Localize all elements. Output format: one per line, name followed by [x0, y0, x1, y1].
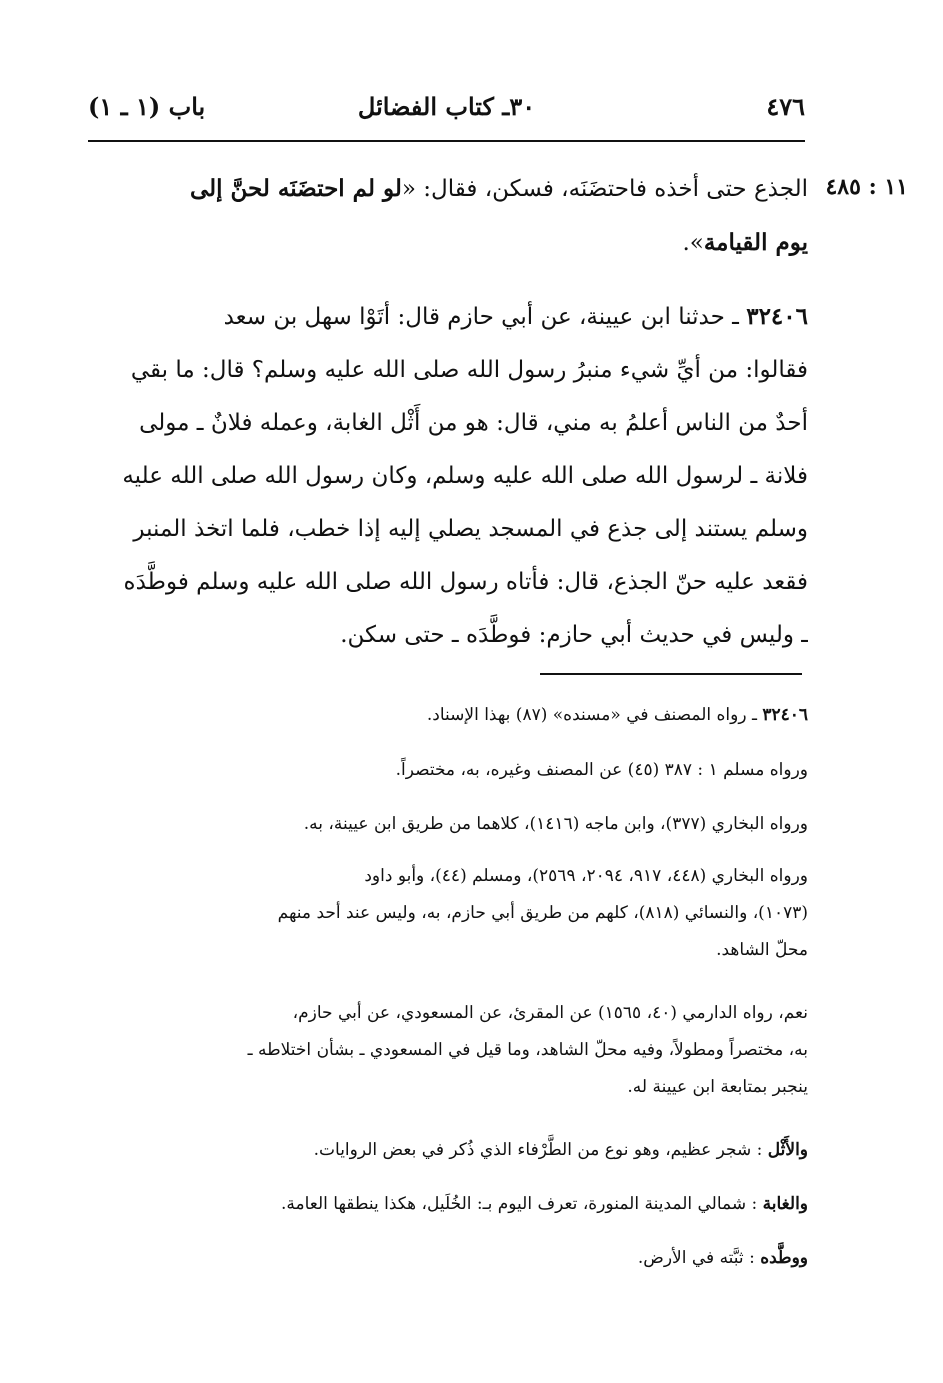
hadith-line: ـ وليس في حديث أبي حازم: فوطَّدَه ـ حتى سكن.: [340, 622, 808, 648]
hadith-number: ٣٢٤٠٦: [746, 303, 808, 330]
gloss-term: ووطَّده: [760, 1248, 808, 1268]
gloss-term: والغابة: [762, 1194, 808, 1214]
gloss-athl: والأَثْل : شجر عظيم، وهو نوع من الطَّرْفاء الذي ذُكر في بعض الروايات.: [313, 1140, 808, 1160]
chapter-label: باب (١ ـ ١): [88, 92, 206, 121]
hadith-line: ٣٢٤٠٦ ـ حدثنا ابن عيينة، عن أبي حازم قال: أتَوْا سهل بن سعد: [223, 303, 808, 330]
book-title: ٣٠ـ كتاب الفضائل: [357, 92, 536, 121]
footnote-2: ورواه مسلم ١ : ٣٨٧ (٤٥) عن المصنف وغيره، به، مختصراً.: [395, 760, 808, 780]
cross-reference: ١١ : ٤٨٥: [825, 174, 908, 200]
footnote-4: ورواه البخاري (٤٤٨، ٩١٧، ٢٠٩٤، ٢٥٦٩)، ومسلم (٤٤)، وأبو داود (١٠٧٣)، والنسائي (٨١٨)، كلهم من طريق أبي حازم، به، وليس عند أحد منهم محلّ الشاهد.: [277, 866, 808, 960]
hadith-line: فقعد عليه حنّ الجذع، قال: فأتاه رسول الله صلى الله عليه وسلم فوطَّدَه: [123, 569, 808, 595]
gloss-ghaba: والغابة : شمالي المدينة المنورة، تعرف اليوم بـ: الخُلَيل، هكذا ينطقها العامة.: [280, 1194, 808, 1214]
hadith-text: [90, 290, 808, 662]
footnote-number: ٣٢٤٠٦: [762, 705, 808, 725]
running-header: [88, 92, 805, 132]
gloss-term: والأَثْل: [767, 1140, 808, 1160]
footnote-divider: [540, 673, 802, 675]
page-number: ٤٧٦: [766, 92, 805, 121]
continuation-line-2: يوم القيامة».: [682, 229, 808, 256]
gloss-wattada: ووطَّده : ثبَّته في الأرض.: [637, 1248, 808, 1268]
footnote-1: ٣٢٤٠٦ ـ رواه المصنف في «مسنده» (٨٧) بهذا الإسناد.: [426, 705, 808, 725]
continuation-text: [90, 162, 808, 270]
hadith-line: فقالوا: من أيِّ شيء منبرُ رسول الله صلى الله عليه وسلم؟ قال: ما بقي: [130, 357, 808, 383]
hadith-line: فلانة ـ لرسول الله صلى الله عليه وسلم، وكان رسول الله صلى الله عليه: [122, 463, 808, 489]
hadith-line: أحدٌ من الناس أعلمُ به مني، قال: هو من أَثْل الغابة، وعمله فلانٌ ـ مولى: [139, 410, 808, 436]
header-divider: [88, 140, 805, 142]
footnote-3: ورواه البخاري (٣٧٧)، وابن ماجه (١٤١٦)، كلاهما من طريق ابن عيينة، به.: [303, 814, 808, 834]
footnote-5: نعم، رواه الدارمي (٤٠، ١٥٦٥) عن المقرئ، عن المسعودي، عن أبي حازم، به، مختصراً ومطولاً، وفيه محلّ الشاهد، وما قيل في المسعودي ـ بشأن اختلاطه ـ ينجبر بمتابعة ابن عيينة له.: [247, 1003, 808, 1097]
continuation-line-1: الجذع حتى أخذه فاحتضَنَه، فسكن، فقال: «لو لم احتضَنَه لحنَّ إلى: [189, 175, 808, 202]
hadith-line: وسلم يستند إلى جذع في المسجد يصلي إليه إذا خطب، فلما اتخذ المنبر: [133, 516, 808, 542]
